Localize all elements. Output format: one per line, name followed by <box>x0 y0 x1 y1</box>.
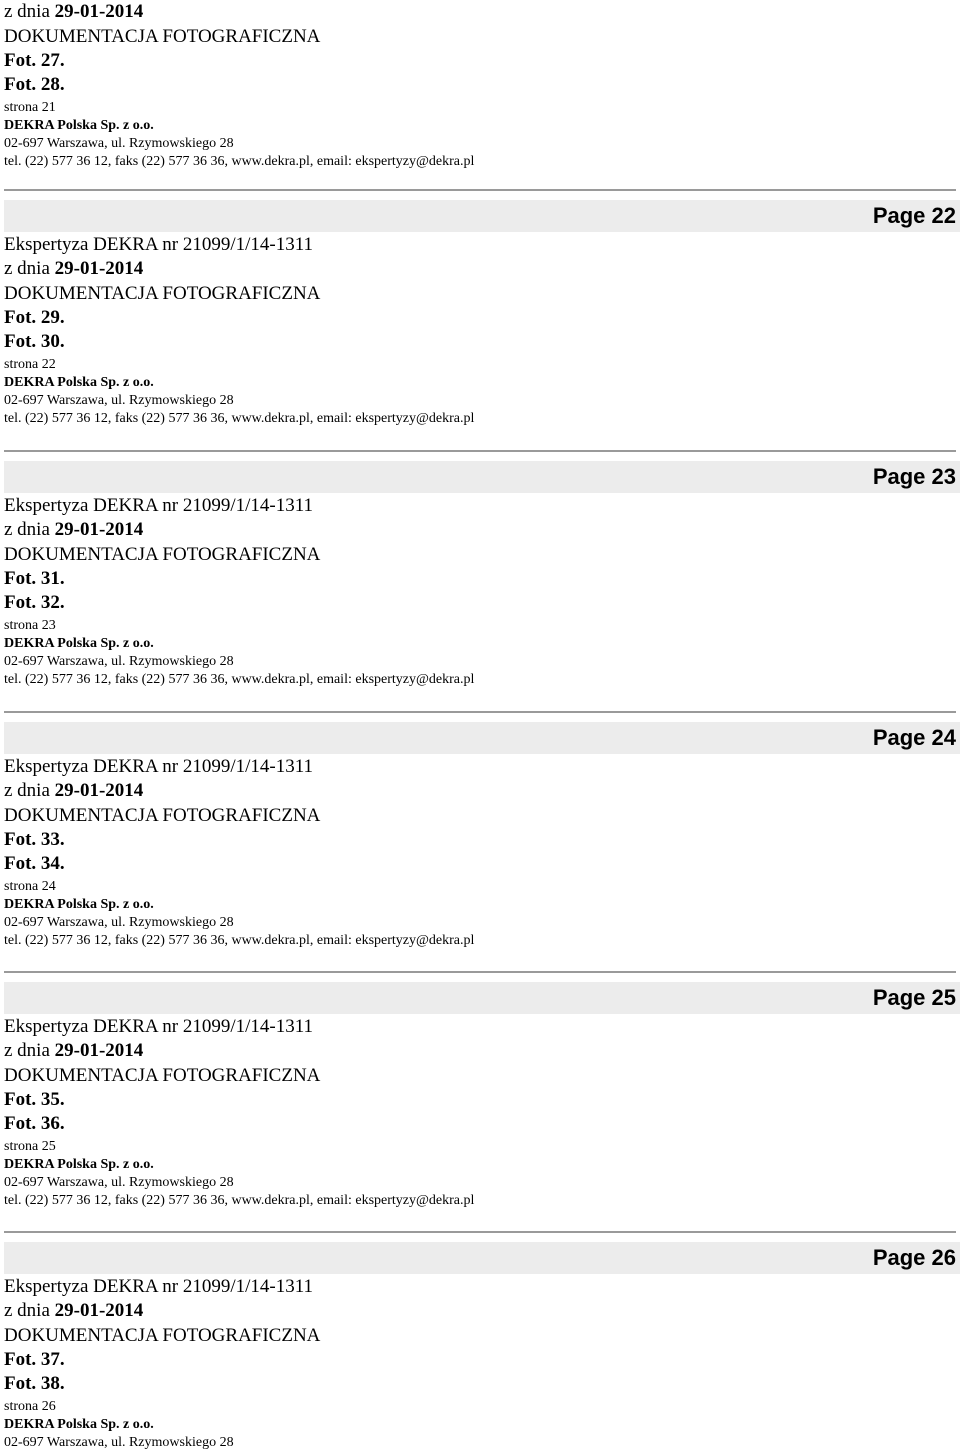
page-block-26 <box>0 1231 960 1455</box>
report-date: z dnia 29-01-2014 <box>4 1300 144 1321</box>
company-contact: tel. (22) 577 36 12, faks (22) 577 36 36, www.dekra.pl, email: ekspertyzy@dekra.pl <box>4 411 475 426</box>
report-date: z dnia 29-01-2014 <box>4 258 144 279</box>
page-block-22 <box>0 189 960 451</box>
photo-caption: Fot. 38. <box>4 1373 65 1394</box>
photo-caption: Fot. 37. <box>4 1349 65 1370</box>
report-date: z dnia 29-01-2014 <box>4 519 144 540</box>
photo-caption: Fot. 29. <box>4 307 65 328</box>
page-divider <box>4 189 956 191</box>
section-heading: DOKUMENTACJA FOTOGRAFICZNA <box>4 283 321 304</box>
page-header-band <box>4 982 960 1014</box>
company-contact: tel. (22) 577 36 12, faks (22) 577 36 36, www.dekra.pl, email: ekspertyzy@dekra.pl <box>4 154 475 169</box>
company-address: 02-697 Warszawa, ul. Rzymowskiego 28 <box>4 654 234 669</box>
page-number-text: strona 25 <box>4 1139 56 1154</box>
page-header-band <box>4 722 960 754</box>
page-number-text: strona 26 <box>4 1399 56 1414</box>
company-address: 02-697 Warszawa, ul. Rzymowskiego 28 <box>4 136 234 151</box>
photo-caption: Fot. 33. <box>4 829 65 850</box>
report-date: z dnia 29-01-2014 <box>4 1 144 22</box>
report-title: Ekspertyza DEKRA nr 21099/1/14-1311 <box>4 1276 314 1297</box>
section-heading: DOKUMENTACJA FOTOGRAFICZNA <box>4 805 321 826</box>
page-divider <box>4 450 956 452</box>
page-fragment-21 <box>4 0 944 171</box>
company-contact: tel. (22) 577 36 12, faks (22) 577 36 36, www.dekra.pl, email: ekspertyzy@dekra.pl <box>4 672 475 687</box>
photo-caption: Fot. 31. <box>4 568 65 589</box>
page-header-band <box>4 200 960 232</box>
page-number-text: strona 24 <box>4 879 56 894</box>
page-label: Page 25 <box>872 985 956 1010</box>
company-name: DEKRA Polska Sp. z o.o. <box>4 375 154 390</box>
section-heading: DOKUMENTACJA FOTOGRAFICZNA <box>4 544 321 565</box>
page-label: Page 26 <box>872 1245 956 1270</box>
photo-caption: Fot. 32. <box>4 592 65 613</box>
report-title: Ekspertyza DEKRA nr 21099/1/14-1311 <box>4 756 314 777</box>
company-address: 02-697 Warszawa, ul. Rzymowskiego 28 <box>4 393 234 408</box>
company-contact: tel. (22) 577 36 12, faks (22) 577 36 36, www.dekra.pl, email: ekspertyzy@dekra.pl <box>4 933 475 948</box>
page-divider <box>4 1231 956 1233</box>
page-header-band <box>4 1242 960 1274</box>
company-name: DEKRA Polska Sp. z o.o. <box>4 118 154 133</box>
page-label: Page 23 <box>872 464 956 489</box>
photo-caption: Fot. 36. <box>4 1113 65 1134</box>
section-heading: DOKUMENTACJA FOTOGRAFICZNA <box>4 1325 321 1346</box>
page-number-text: strona 23 <box>4 618 56 633</box>
company-name: DEKRA Polska Sp. z o.o. <box>4 1157 154 1172</box>
photo-caption: Fot. 34. <box>4 853 65 874</box>
page-block-23 <box>0 450 960 712</box>
page-divider <box>4 971 956 973</box>
report-title: Ekspertyza DEKRA nr 21099/1/14-1311 <box>4 234 314 255</box>
company-name: DEKRA Polska Sp. z o.o. <box>4 897 154 912</box>
report-title: Ekspertyza DEKRA nr 21099/1/14-1311 <box>4 495 314 516</box>
report-title: Ekspertyza DEKRA nr 21099/1/14-1311 <box>4 1016 314 1037</box>
company-name: DEKRA Polska Sp. z o.o. <box>4 1417 154 1432</box>
page-block-24 <box>0 711 960 973</box>
company-address: 02-697 Warszawa, ul. Rzymowskiego 28 <box>4 915 234 930</box>
page-number-text: strona 21 <box>4 100 56 115</box>
page-label: Page 24 <box>872 725 956 750</box>
photo-caption: Fot. 30. <box>4 331 65 352</box>
page-label: Page 22 <box>872 203 956 228</box>
photo-caption: Fot. 27. <box>4 50 65 71</box>
company-address: 02-697 Warszawa, ul. Rzymowskiego 28 <box>4 1435 234 1450</box>
company-contact: tel. (22) 577 36 12, faks (22) 577 36 36, www.dekra.pl, email: ekspertyzy@dekra.pl <box>4 1193 475 1208</box>
section-heading: DOKUMENTACJA FOTOGRAFICZNA <box>4 26 321 47</box>
company-name: DEKRA Polska Sp. z o.o. <box>4 636 154 651</box>
report-date: z dnia 29-01-2014 <box>4 1040 144 1061</box>
page-block-25 <box>0 971 960 1233</box>
photo-caption: Fot. 28. <box>4 74 65 95</box>
page-header-band <box>4 461 960 493</box>
section-heading: DOKUMENTACJA FOTOGRAFICZNA <box>4 1065 321 1086</box>
company-address: 02-697 Warszawa, ul. Rzymowskiego 28 <box>4 1175 234 1190</box>
report-date: z dnia 29-01-2014 <box>4 780 144 801</box>
page-number-text: strona 22 <box>4 357 56 372</box>
page-divider <box>4 711 956 713</box>
photo-caption: Fot. 35. <box>4 1089 65 1110</box>
